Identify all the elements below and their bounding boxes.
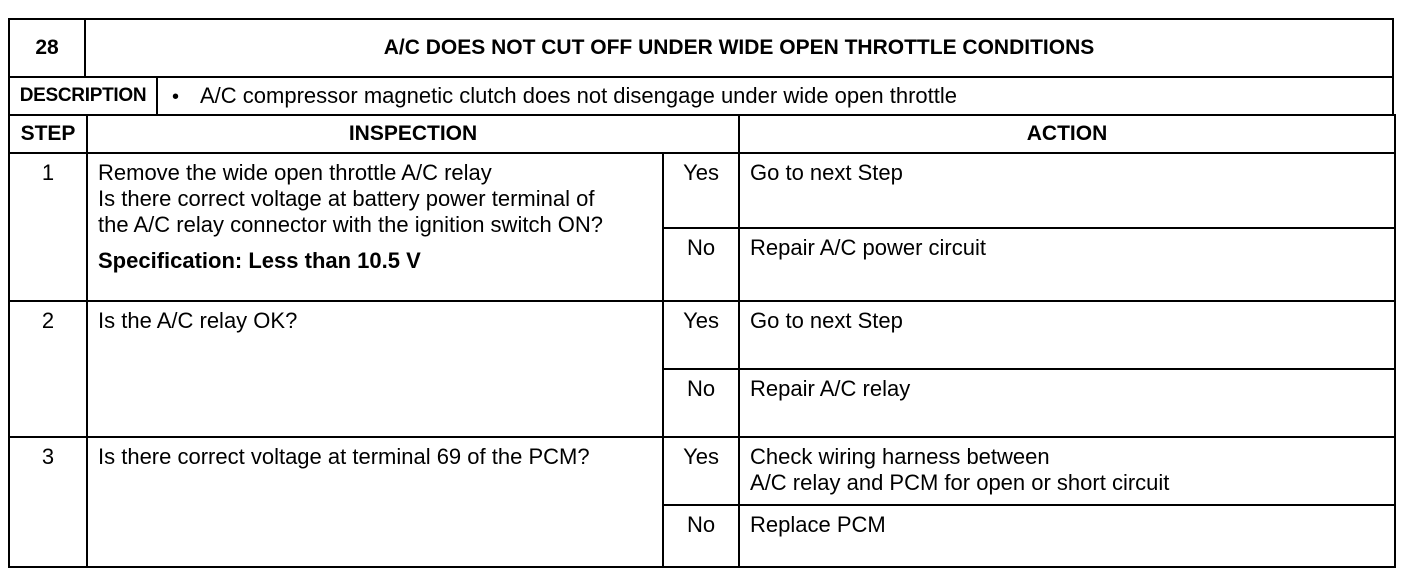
inspection-cell (87, 301, 663, 437)
action-line: Go to next Step (750, 160, 903, 185)
description-cell (157, 77, 1393, 115)
inspection-line: Is there correct voltage at battery power terminal of (98, 186, 595, 211)
inspection-line: Is there correct voltage at terminal 69 of the PCM? (98, 444, 590, 469)
table-row (9, 437, 1395, 505)
column-header-row (9, 115, 1395, 153)
action-line: Replace PCM (750, 512, 886, 537)
specification: Specification: Less than 10.5 V (98, 248, 421, 273)
troubleshooting-sheet (8, 18, 1394, 568)
yes-label: Yes (663, 153, 739, 228)
no-label: No (663, 369, 739, 437)
action-line: Repair A/C relay (750, 376, 911, 401)
no-label: No (663, 228, 739, 301)
step-number: 2 (9, 301, 87, 437)
inspection-cell (87, 153, 663, 301)
action-line: Check wiring harness between (750, 444, 1050, 469)
yes-label: Yes (663, 437, 739, 505)
bullet-icon: • (172, 86, 180, 108)
yes-action (739, 437, 1395, 505)
table-row (9, 153, 1395, 228)
action-line: A/C relay and PCM for open or short circuit (750, 470, 1170, 495)
column-header-step: STEP (9, 115, 87, 153)
yes-action (739, 301, 1395, 369)
no-action (739, 505, 1395, 567)
no-action (739, 369, 1395, 437)
action-line: Go to next Step (750, 308, 903, 333)
column-header-action: ACTION (739, 115, 1395, 153)
step-number: 1 (9, 153, 87, 301)
column-header-inspection: INSPECTION (87, 115, 739, 153)
action-line: Repair A/C power circuit (750, 235, 986, 260)
description-label: DESCRIPTION (9, 77, 157, 115)
header-table (8, 18, 1394, 78)
inspection-line: Remove the wide open throttle A/C relay (98, 160, 492, 185)
no-action (739, 228, 1395, 301)
description-text: A/C compressor magnetic clutch does not disengage under wide open throttle (200, 83, 957, 108)
description-table (8, 76, 1394, 116)
procedure-number: 28 (9, 19, 85, 77)
inspection-line: Is the A/C relay OK? (98, 308, 298, 333)
step-number: 3 (9, 437, 87, 567)
table-row (9, 301, 1395, 369)
inspection-cell (87, 437, 663, 567)
yes-label: Yes (663, 301, 739, 369)
yes-action (739, 153, 1395, 228)
inspection-line: the A/C relay connector with the ignition switch ON? (98, 212, 604, 237)
steps-table (8, 114, 1396, 568)
no-label: No (663, 505, 739, 567)
procedure-title: A/C DOES NOT CUT OFF UNDER WIDE OPEN THROTTLE CONDITIONS (85, 19, 1393, 77)
